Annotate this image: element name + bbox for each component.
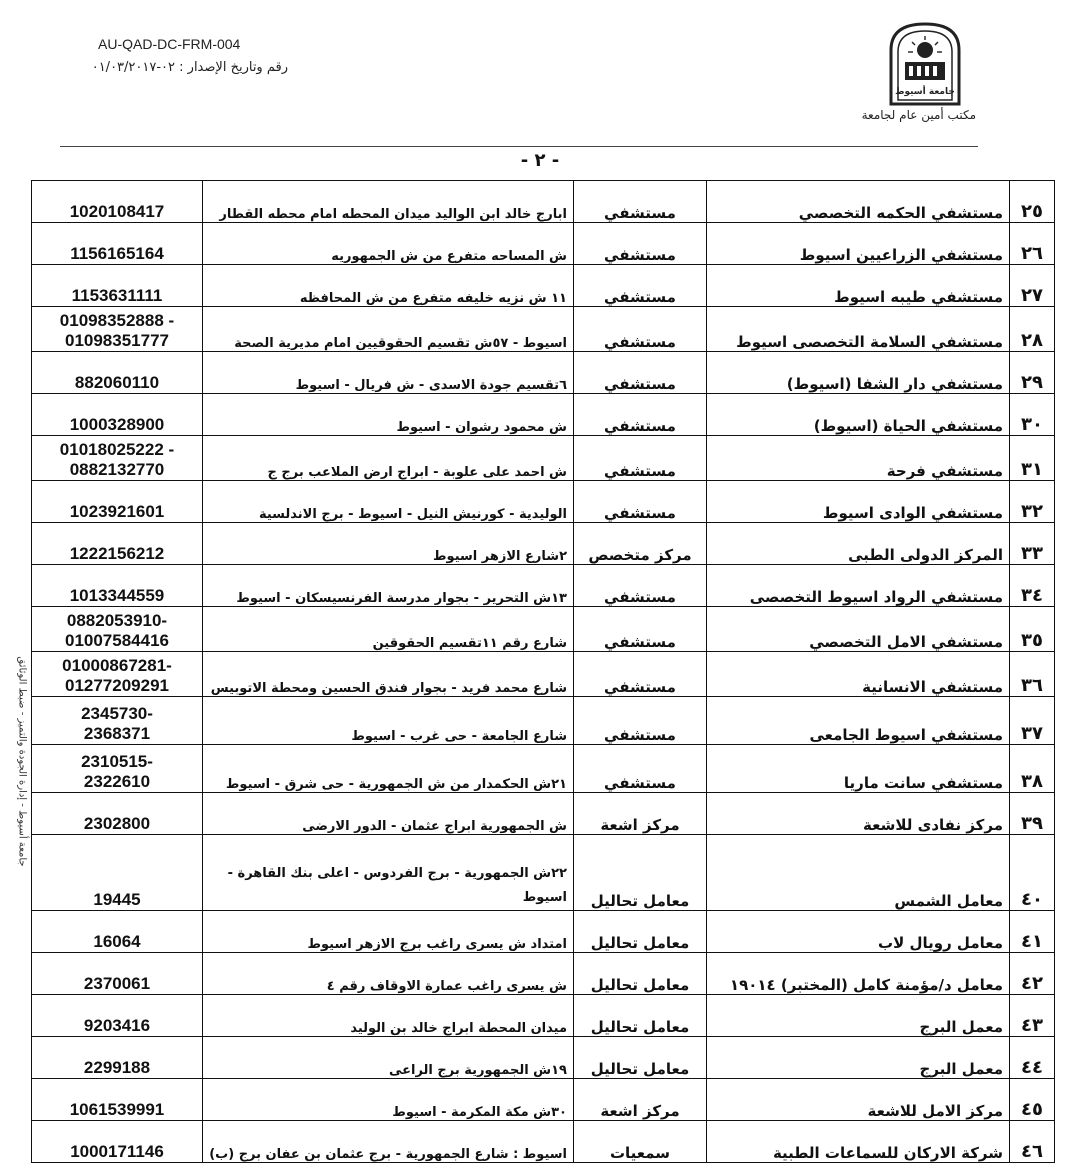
- facility-type: مستشفي: [574, 481, 707, 523]
- facility-address: [203, 565, 574, 607]
- row-number: ٢٩: [1010, 352, 1055, 394]
- facility-name: مستشفي الحياة (اسيوط): [707, 394, 1010, 436]
- address-text: ش المساحه متفرع من ش الجمهوريه: [331, 249, 567, 264]
- phone-number: 01018025222 -: [59, 440, 175, 459]
- facility-type: مستشفي: [574, 652, 707, 697]
- row-number: ٣٢: [1010, 481, 1055, 523]
- facility-name: مستشفي طيبه اسيوط: [707, 265, 1010, 307]
- phone-cell: [32, 835, 203, 911]
- phone-number: 1061539991: [69, 1100, 165, 1119]
- phone-number: 01000867281-: [62, 656, 172, 675]
- table-row: [32, 223, 1055, 265]
- row-number: ٣٣: [1010, 523, 1055, 565]
- address-text: ش الجمهورية ابراج عثمان - الدور الارضى: [302, 819, 567, 834]
- facility-type: مستشفي: [574, 394, 707, 436]
- phone-number: 01098351777: [64, 331, 169, 350]
- phone-number: 1023921601: [69, 502, 165, 521]
- table-row: [32, 793, 1055, 835]
- facility-name: مستشفي الرواد اسيوط التخصصى: [707, 565, 1010, 607]
- row-number: ٣٦: [1010, 652, 1055, 697]
- address-text: ش محمود رشوان - اسيوط: [396, 420, 567, 435]
- facility-address: [203, 1121, 574, 1163]
- secretary-general-office: مكتب أمين عام لجامعة: [861, 108, 976, 122]
- row-number: ٣٤: [1010, 565, 1055, 607]
- phone-cell: [32, 181, 203, 223]
- facility-name: مستشفي فرحة: [707, 436, 1010, 481]
- phone-number: 1000171146: [70, 1142, 164, 1161]
- address-text: شارع محمد فريد - بجوار فندق الحسين ومحطة الاتوبيس: [210, 681, 567, 696]
- facility-name: معامل د/مؤمنة كامل (المختبر) ١٩٠١٤: [707, 953, 1010, 995]
- address-text: ٢شارع الازهر اسيوط: [433, 549, 567, 564]
- facility-address: [203, 652, 574, 697]
- row-number: ٢٦: [1010, 223, 1055, 265]
- header-divider: [60, 146, 978, 147]
- facility-type: مركز اشعة: [574, 1079, 707, 1121]
- table-row: [32, 745, 1055, 793]
- facility-address: [203, 1079, 574, 1121]
- phone-number: 2368371: [83, 724, 151, 743]
- table-row: [32, 835, 1055, 911]
- facility-name: مستشفي دار الشفا (اسيوط): [707, 352, 1010, 394]
- phone-cell: [32, 1037, 203, 1079]
- row-number: ٣١: [1010, 436, 1055, 481]
- phone-cell: [32, 352, 203, 394]
- phone-number: 1000328900: [69, 415, 165, 434]
- row-number: ٤٦: [1010, 1121, 1055, 1163]
- address-text: ابارج خالد ابن الواليد ميدان المحطه امام محطه القطار: [219, 207, 567, 222]
- facility-type: مستشفي: [574, 307, 707, 352]
- phone-cell: [32, 1079, 203, 1121]
- form-code: AU-QAD-DC-FRM-004: [98, 36, 241, 52]
- phone-cell: [32, 436, 203, 481]
- address-text: ٢٢ش الجمهورية - برج الفردوس - اعلى بنك القاهرة - اسيوط: [227, 866, 567, 905]
- facility-name: معمل البرج: [707, 995, 1010, 1037]
- phone-number: 1020108417: [69, 202, 165, 221]
- facility-name: مستشفي الامل التخصصي: [707, 607, 1010, 652]
- address-text: شارع الجامعة - حى غرب - اسيوط: [351, 729, 567, 744]
- facility-name: شركة الاركان للسماعات الطبية: [707, 1121, 1010, 1163]
- phone-number: 882060110: [74, 373, 160, 392]
- address-text: ميدان المحطة ابراج خالد بن الوليد: [350, 1021, 567, 1036]
- facility-name: مستشفي الحكمه التخصصي: [707, 181, 1010, 223]
- facility-name: المركز الدولى الطبى: [707, 523, 1010, 565]
- address-text: ١٩ش الجمهورية برج الراعى: [388, 1063, 567, 1078]
- address-text: الوليدية - كورنيش النيل - اسيوط - برج الاندلسية: [258, 507, 567, 522]
- facility-name: مركز الامل للاشعة: [707, 1079, 1010, 1121]
- phone-cell: [32, 652, 203, 697]
- facility-type: معامل تحاليل: [574, 835, 707, 911]
- facility-address: [203, 481, 574, 523]
- row-number: ٣٥: [1010, 607, 1055, 652]
- row-number: ٤٢: [1010, 953, 1055, 995]
- table-row: [32, 523, 1055, 565]
- table-row: [32, 265, 1055, 307]
- side-stamp: جامعة أسيوط - إدارة الجودة والتميز - ضبط الوثائق: [16, 656, 28, 867]
- table-row: [32, 607, 1055, 652]
- facility-name: مستشفي الزراعيين اسيوط: [707, 223, 1010, 265]
- address-text: ٢١ش الحكمدار من ش الجمهورية - حى شرق - اسيوط: [225, 777, 567, 792]
- facility-address: [203, 523, 574, 565]
- facility-address: [203, 181, 574, 223]
- phone-number: 01098352888 -: [59, 311, 175, 330]
- row-number: ٤٣: [1010, 995, 1055, 1037]
- facility-type: سمعيات: [574, 1121, 707, 1163]
- facility-name: معامل رويال لاب: [707, 911, 1010, 953]
- facility-address: [203, 607, 574, 652]
- facility-address: [203, 745, 574, 793]
- facility-type: مستشفي: [574, 607, 707, 652]
- facility-address: [203, 265, 574, 307]
- facility-type: معامل تحاليل: [574, 911, 707, 953]
- facility-type: مستشفي: [574, 745, 707, 793]
- address-text: شارع رقم ١١تقسيم الحقوقين: [372, 636, 567, 651]
- facility-type: مستشفي: [574, 436, 707, 481]
- phone-number: 2370061: [83, 974, 151, 993]
- phone-cell: [32, 697, 203, 745]
- issue-number-date: رقم وتاريخ الإصدار : ٠٢-٠١/٠٣/٢٠١٧: [91, 60, 288, 75]
- phone-cell: [32, 565, 203, 607]
- facility-type: مستشفي: [574, 565, 707, 607]
- row-number: ٤٥: [1010, 1079, 1055, 1121]
- facility-name: مستشفي الانسانية: [707, 652, 1010, 697]
- table-row: [32, 652, 1055, 697]
- table-row: [32, 1037, 1055, 1079]
- phone-number: 0882132770: [69, 460, 165, 479]
- page-number: - ٢ -: [520, 150, 560, 171]
- address-text: اسيوط - ٥٧ش تقسيم الحقوقيين امام مديرية الصحة: [234, 336, 567, 351]
- table-row: [32, 181, 1055, 223]
- phone-number: 01007584416: [64, 631, 169, 650]
- row-number: ٣٧: [1010, 697, 1055, 745]
- facility-type: مستشفي: [574, 352, 707, 394]
- address-text: ٦تقسيم جودة الاسدى - ش فريال - اسيوط: [295, 378, 567, 393]
- table-row: [32, 352, 1055, 394]
- logo-text: جامعة أسيوط: [895, 87, 955, 97]
- phone-number: 2345730-: [81, 704, 153, 723]
- facility-address: [203, 793, 574, 835]
- row-number: ٢٧: [1010, 265, 1055, 307]
- facility-address: [203, 911, 574, 953]
- facility-address: [203, 394, 574, 436]
- facility-name: مستشفي اسيوط الجامعى: [707, 697, 1010, 745]
- facility-name: مستشفي السلامة التخصصى اسيوط: [707, 307, 1010, 352]
- table-row: [32, 394, 1055, 436]
- table-body: [32, 181, 1055, 1163]
- phone-number: 1013344559: [69, 586, 165, 605]
- table-row: [32, 911, 1055, 953]
- row-number: ٣٨: [1010, 745, 1055, 793]
- facility-type: معامل تحاليل: [574, 995, 707, 1037]
- facility-address: [203, 352, 574, 394]
- facility-name: مركز نفادى للاشعة: [707, 793, 1010, 835]
- facility-address: [203, 307, 574, 352]
- table-row: [32, 436, 1055, 481]
- phone-number: 01277209291: [64, 676, 169, 695]
- phone-cell: [32, 307, 203, 352]
- medical-providers-table: [31, 180, 1055, 1163]
- phone-cell: [32, 745, 203, 793]
- row-number: ٤١: [1010, 911, 1055, 953]
- phone-cell: [32, 481, 203, 523]
- facility-type: مستشفي: [574, 697, 707, 745]
- phone-cell: [32, 911, 203, 953]
- row-number: ٤٠: [1010, 835, 1055, 911]
- row-number: ٣٩: [1010, 793, 1055, 835]
- table-row: [32, 1079, 1055, 1121]
- address-text: ١١ ش نزيه خليفه متفرع من ش المحافظه: [299, 291, 567, 306]
- address-text: اسيوط : شارع الجمهورية - برج عثمان بن عفان برج (ب): [209, 1147, 567, 1162]
- facility-address: [203, 697, 574, 745]
- facility-name: مستشفي الوادى اسيوط: [707, 481, 1010, 523]
- phone-number: 9203416: [83, 1016, 151, 1035]
- facility-type: مستشفي: [574, 181, 707, 223]
- facility-type: معامل تحاليل: [574, 953, 707, 995]
- table-row: [32, 307, 1055, 352]
- phone-cell: [32, 793, 203, 835]
- facility-type: مستشفي: [574, 265, 707, 307]
- facility-name: مستشفي سانت ماريا: [707, 745, 1010, 793]
- phone-cell: [32, 265, 203, 307]
- phone-number: 1153631111: [71, 286, 163, 305]
- address-text: ١٣ش التحرير - بجوار مدرسة الفرنسيسكان - اسيوط: [236, 591, 567, 606]
- phone-cell: [32, 394, 203, 436]
- facility-address: [203, 995, 574, 1037]
- address-text: ش احمد على علوبة - ابراج ارض الملاعب برج ج: [267, 465, 567, 480]
- phone-number: 2310515-: [81, 752, 153, 771]
- address-text: ش يسرى راغب عمارة الاوقاف رقم ٤: [326, 979, 567, 994]
- facility-name: معمل البرج: [707, 1037, 1010, 1079]
- table-row: [32, 995, 1055, 1037]
- facility-address: [203, 835, 574, 911]
- phone-cell: [32, 1121, 203, 1163]
- facility-address: [203, 436, 574, 481]
- phone-cell: [32, 223, 203, 265]
- facility-name: معامل الشمس: [707, 835, 1010, 911]
- facility-type: مركز اشعة: [574, 793, 707, 835]
- phone-cell: [32, 953, 203, 995]
- address-text: امتداد ش يسرى راغب برج الازهر اسيوط: [307, 937, 567, 952]
- row-number: ٤٤: [1010, 1037, 1055, 1079]
- phone-number: 1156165164: [70, 244, 164, 263]
- facility-type: معامل تحاليل: [574, 1037, 707, 1079]
- phone-number: 1222156212: [69, 544, 165, 563]
- row-number: ٣٠: [1010, 394, 1055, 436]
- table-row: [32, 565, 1055, 607]
- row-number: ٢٥: [1010, 181, 1055, 223]
- row-number: ٢٨: [1010, 307, 1055, 352]
- table-row: [32, 697, 1055, 745]
- facility-address: [203, 953, 574, 995]
- phone-number: 2322610: [83, 772, 151, 791]
- facility-address: [203, 1037, 574, 1079]
- table-row: [32, 481, 1055, 523]
- phone-number: 2299188: [83, 1058, 151, 1077]
- table-row: [32, 1121, 1055, 1163]
- address-text: ٣٠ش مكة المكرمة - اسيوط: [392, 1105, 567, 1120]
- assiut-university-logo: [885, 20, 965, 106]
- facility-address: [203, 223, 574, 265]
- phone-cell: [32, 995, 203, 1037]
- phone-number: 16064: [93, 932, 141, 951]
- facility-type: مستشفي: [574, 223, 707, 265]
- phone-cell: [32, 523, 203, 565]
- facility-type: مركز متخصص: [574, 523, 707, 565]
- phone-number: 2302800: [83, 814, 151, 833]
- phone-number: 19445: [93, 890, 141, 909]
- table-row: [32, 953, 1055, 995]
- phone-cell: [32, 607, 203, 652]
- phone-number: 0882053910-: [66, 611, 168, 630]
